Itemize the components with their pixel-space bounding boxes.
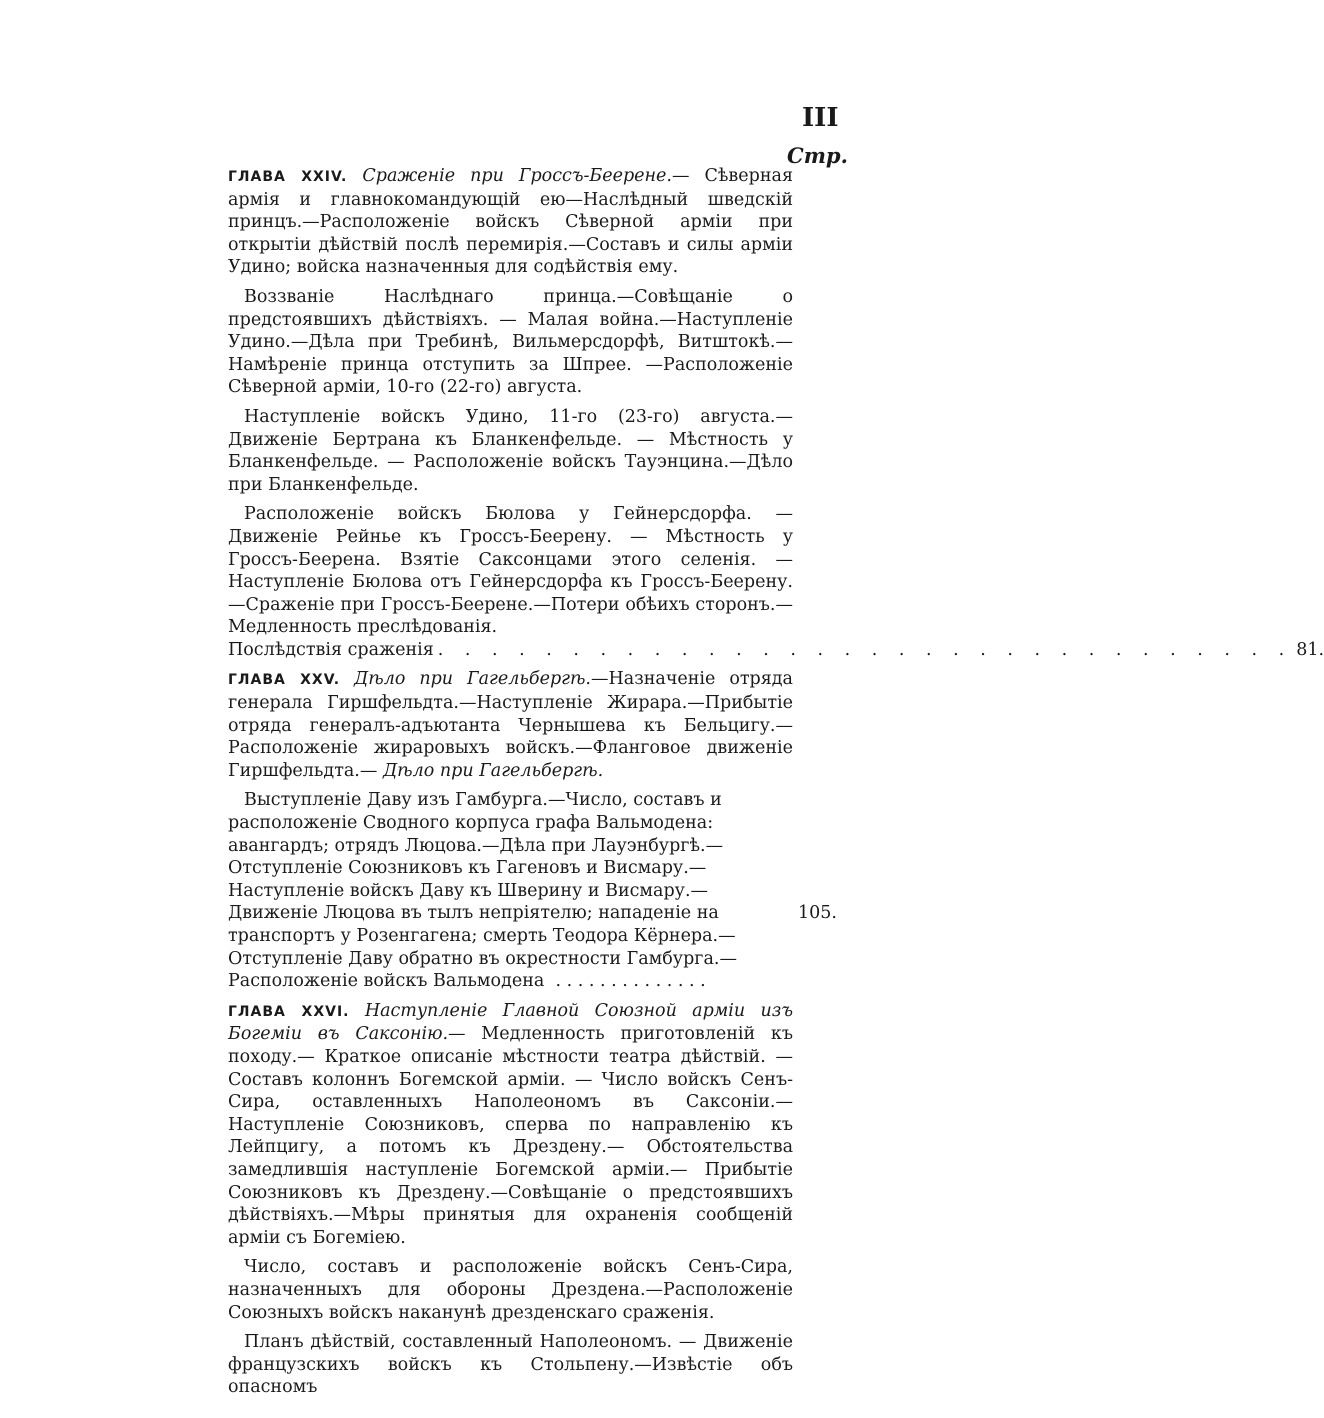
- chapter-26-summary-1: — Медленность приготовленій къ походу.— Краткое описаніе мѣстности театра дѣйствій. — Составъ колоннъ Богемской арміи. — Число войскъ Сенъ-Сира, оставленныхъ Наполеономъ въ Саксоніи.—Наступленіе Союзниковъ, сперва по направленію къ Лейпцигу, а потомъ къ Дрездену.— Обстоятельства замедлившія наступленіе Богемской арміи.— Прибытіе Союзниковъ къ Дрездену.—Совѣщаніе о предстоявшихъ дѣйствіяхъ.—Мѣры принятыя для охраненія сообщеній арміи съ Богеміею.: [228, 1024, 793, 1248]
- table-of-contents: [228, 165, 1324, 1399]
- chapter-25-summary-2: Выступленіе Даву изъ Гамбурга.—Число, составъ и расположеніе Сводного корпуса графа Вальмодена: авангардъ; отрядъ Люцова.—Дѣла при Лауэнбургѣ.—Отступленіе Союзниковъ къ Гагеновъ и Висмару.—Наступленіе войскъ Даву къ Шверину и Висмару.—Движеніе Люцова въ тылъ непріятелю; нападеніе на транспортъ у Розенгагена; смерть Теодора Кёрнера.— Отступленіе Даву обратно въ окрестности Гамбурга.—Расположеніе войскъ Вальмодена: [228, 790, 737, 992]
- dot-leader: . . . . . . . . . . . . . .: [549, 971, 706, 992]
- chapter-25-page: 105.: [798, 903, 837, 923]
- chapter-24-page: 81.: [1296, 639, 1324, 660]
- chapter-24-label: ГЛАВА XXIV.: [228, 169, 348, 185]
- chapter-26-summary-2: Число, составъ и расположеніе войскъ Сенъ-Сира, назначенныхъ для обороны Дрездена.—Расположеніе Союзныхъ войскъ наканунѣ дрезденскаго сраженія.: [228, 1257, 793, 1323]
- chapter-26-summary-3: Планъ дѣйствій, составленный Наполеономъ. — Движеніе французскихъ войскъ къ Стольпену.—Извѣстіе объ опасномъ: [228, 1332, 793, 1398]
- chapter-25-label: ГЛАВА XXV.: [228, 672, 341, 689]
- chapter-25-summary-1-end: Дѣло при Гагельбергѣ.: [382, 760, 604, 781]
- chapter-25-entry: [228, 668, 793, 782]
- chapter-25-summary-2-wrap: [228, 789, 793, 992]
- chapter-25-title: Дѣло при Гагельбергѣ.: [354, 669, 591, 690]
- chapter-26-entry: [228, 1000, 793, 1250]
- page-number: III: [802, 103, 839, 133]
- chapter-24-leader-line: [228, 639, 1324, 662]
- chapter-24-summary-1: — Сѣверная армія и главнокомандующій ею—Наслѣдный шведскій принцъ.—Расположеніе войскъ Сѣверной арміи при открытіи дѣйствій послѣ перемирія.—Составъ и силы арміи Удино; войска назначенныя для содѣйствія ему.: [228, 166, 793, 278]
- page-column-header: Стр.: [787, 143, 848, 168]
- chapter-26-title: Наступленіе Главной Союзной арміи изъ Богеміи въ Саксонію.: [228, 1000, 793, 1045]
- dot-leader: . . . . . . . . . . . . . . . . . . . . . . . . . . . . . . . .: [437, 639, 1293, 660]
- chapter-25-summary-1: —Назначеніе отряда генерала Гиршфельдта.—Наступленіе Жирара.—Прибытіе отряда генералъ-адъютанта Чернышева къ Бельцигу.—Расположеніе жираровыхъ войскъ.—Фланговое движеніе Гиршфельдта.—: [228, 669, 793, 781]
- chapter-26-label: ГЛАВА XXVI.: [228, 1003, 350, 1020]
- chapter-24-title: Сраженіе при Гроссъ-Беерене.: [362, 166, 672, 186]
- chapter-24-summary-3: Наступленіе войскъ Удино, 11-го (23-го) августа.—Движеніе Бертрана къ Бланкенфельде. — Мѣстность у Бланкенфельде. — Расположеніе войскъ Тауэнцина.—Дѣло при Бланкенфельде.: [228, 406, 793, 495]
- chapter-24-summary-4: Расположеніе войскъ Бюлова у Гейнерсдорфа. — Движеніе Рейнье къ Гроссъ-Беерену. — Мѣстность у Гроссъ-Беерена. Взятіе Саксонцами этого селенія. — Наступленіе Бюлова отъ Гейнерсдорфа къ Гроссъ-Беерену.—Сраженіе при Гроссъ-Беерене.—Потери обѣихъ сторонъ.—Медленность преслѣдованія.: [228, 504, 793, 638]
- chapter-24-summary-last: Послѣдствія сраженія: [228, 639, 434, 660]
- chapter-24-summary-2: Воззваніе Наслѣднаго принца.—Совѣщаніе о предстоявшихъ дѣйствіяхъ. — Малая война.—Наступленіе Удино.—Дѣла при Требинѣ, Вильмерсдорфѣ, Витштокѣ.—Намѣреніе принца отступить за Шпрее. —Расположеніе Сѣверной арміи, 10-го (22-го) августа.: [228, 286, 793, 398]
- chapter-24-entry: [228, 165, 793, 279]
